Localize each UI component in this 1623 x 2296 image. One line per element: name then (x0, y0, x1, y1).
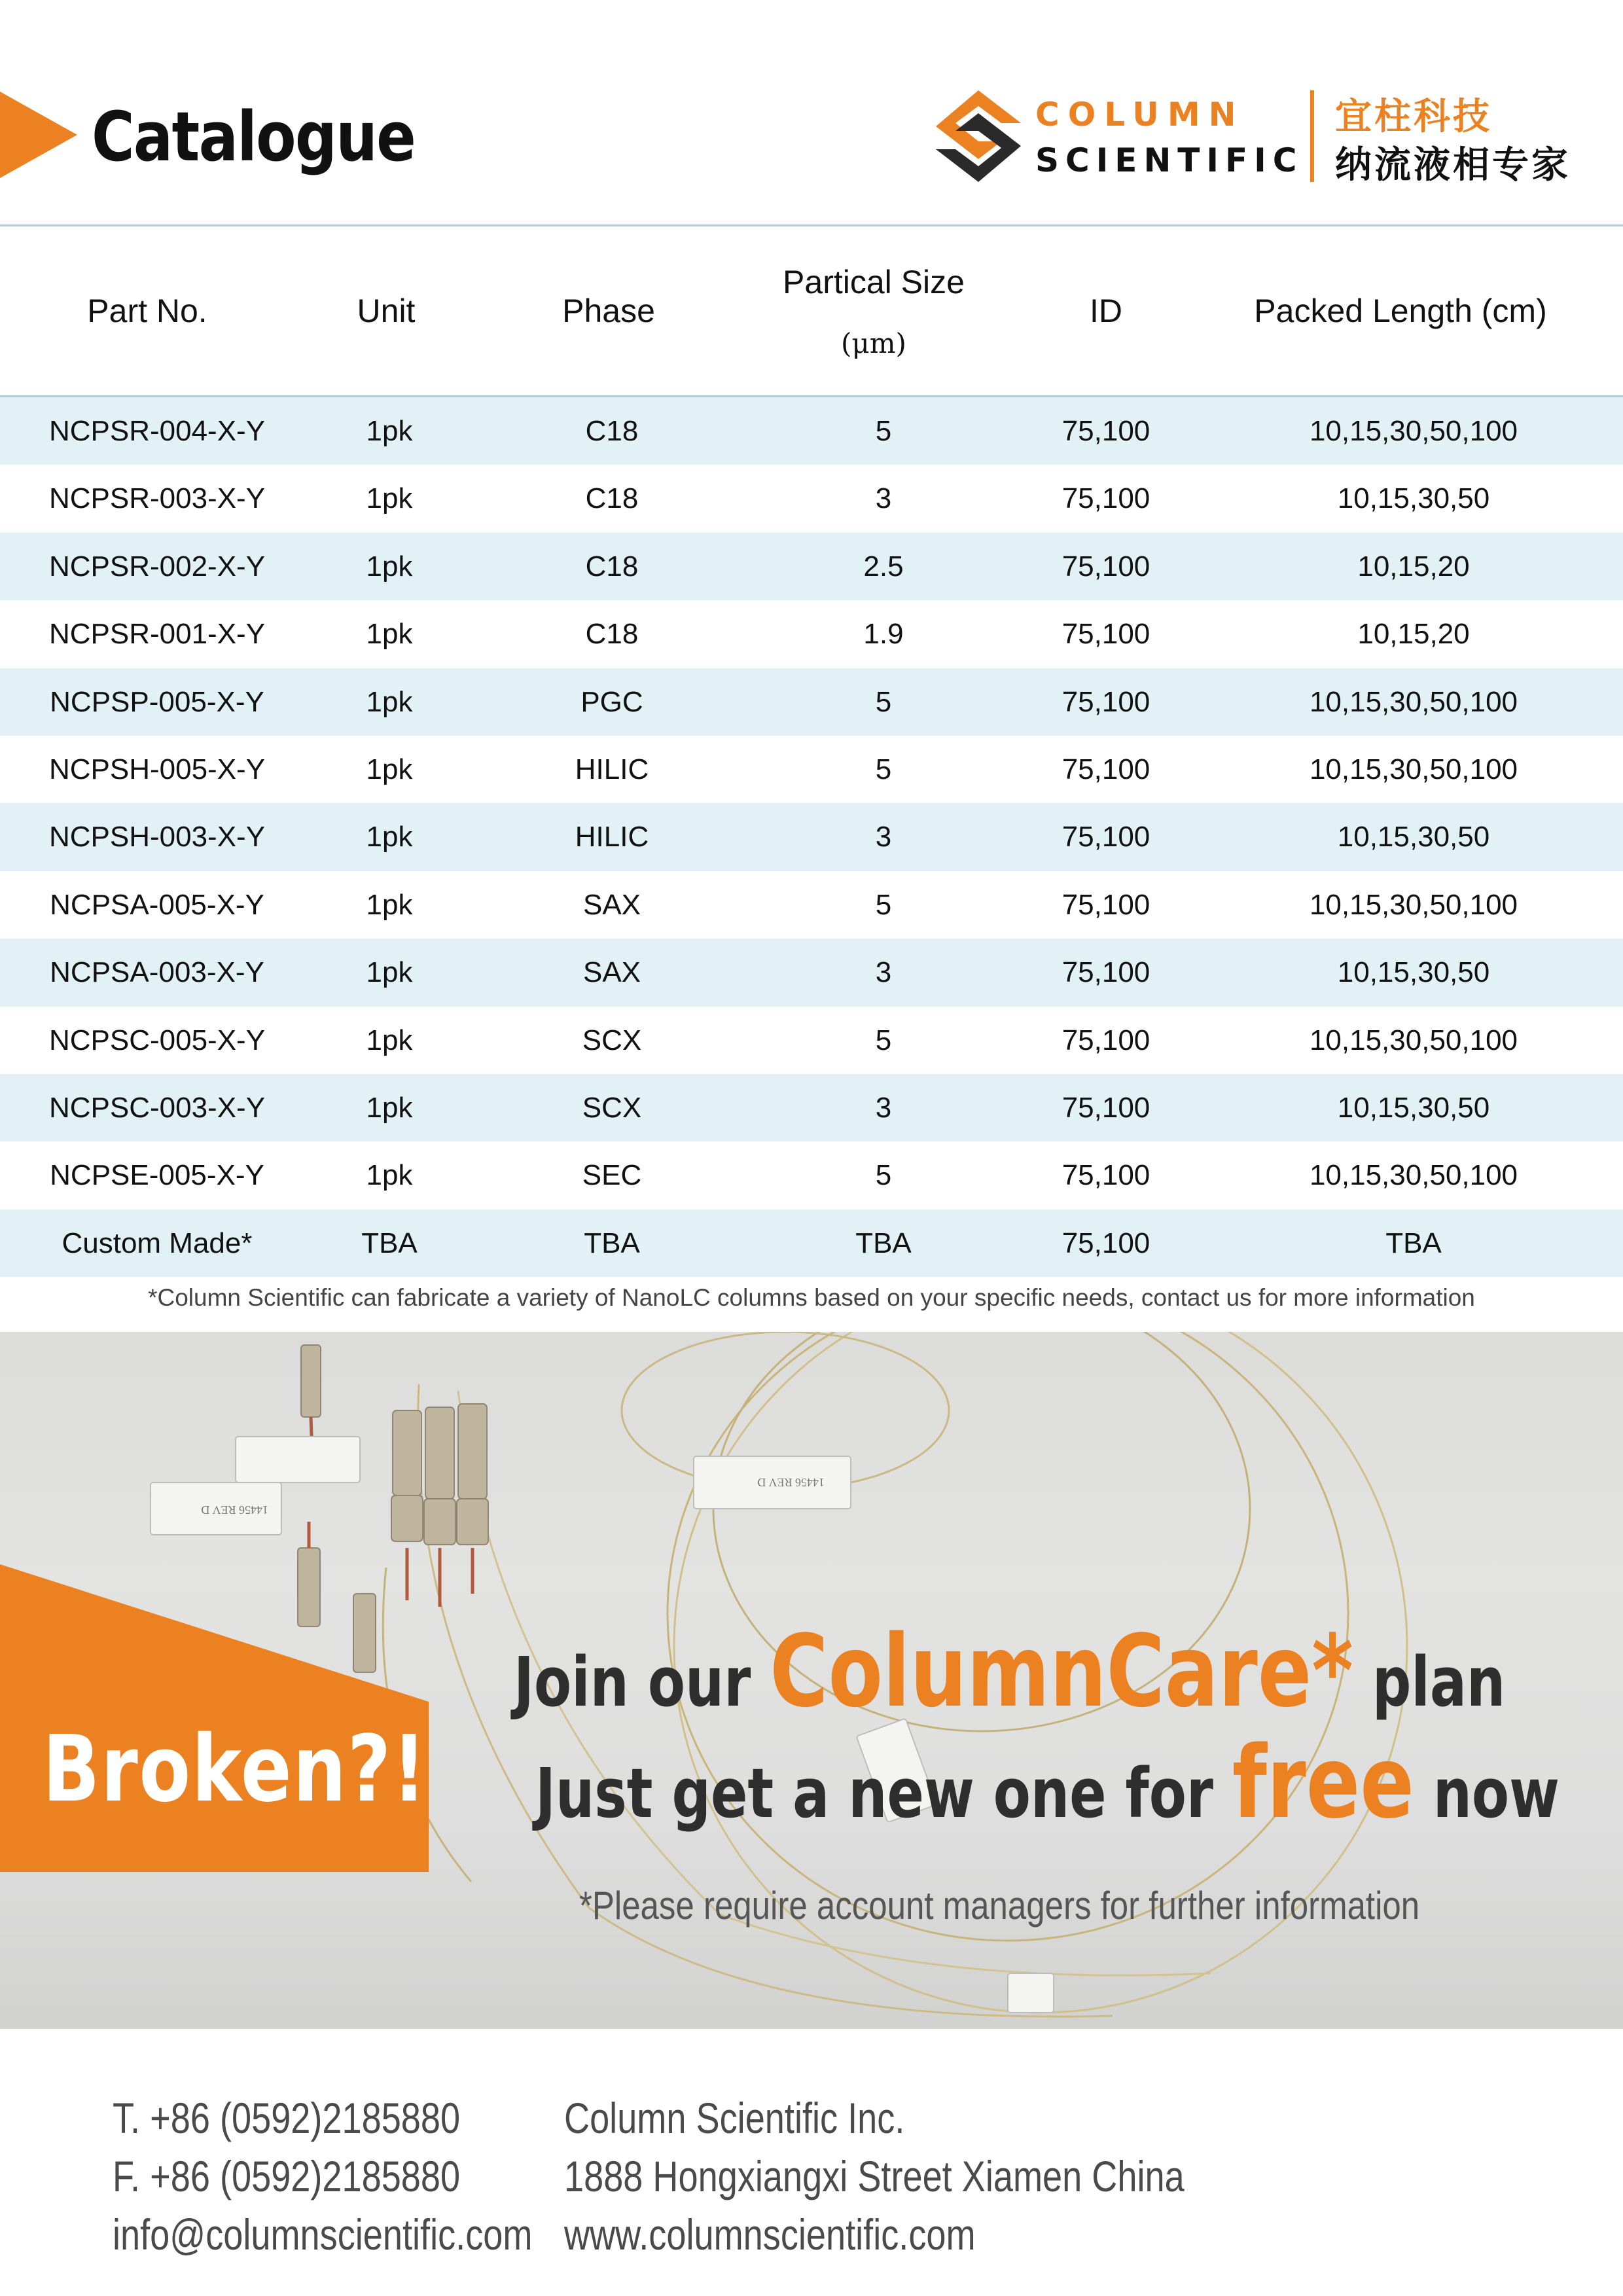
table-row (0, 600, 1623, 668)
cell-id: 75,100 (1061, 415, 1150, 447)
orange-arrow-icon (0, 92, 77, 178)
cell-particle-size: 5 (875, 1024, 892, 1056)
table-row (0, 465, 1623, 532)
table-row (0, 1007, 1623, 1074)
cell-particle-size: 5 (875, 415, 892, 447)
cell-unit: 1pk (366, 821, 413, 853)
column-header-packed-length: Packed Length (cm) (1254, 293, 1547, 329)
logo-divider (1310, 90, 1314, 182)
cell-part-no: NCPSH-003-X-Y (48, 821, 266, 853)
logo-name-line1: COLUMN (1035, 96, 1245, 134)
table-row (0, 871, 1623, 939)
page-header (0, 0, 1623, 226)
cell-id: 75,100 (1061, 1024, 1150, 1056)
cell-packed-length: 10,15,30,50 (1337, 956, 1490, 989)
table-row (0, 1141, 1623, 1209)
logo-chinese-line1: 宜柱科技 (1335, 96, 1492, 137)
page-title: Catalogue (92, 97, 416, 177)
table-footnote: *Column Scientific can fabricate a variety of NanoLC columns based on your specific needs, contact us for more information (148, 1284, 1475, 1311)
contact-footer (0, 2029, 1623, 2296)
cell-packed-length: 10,15,30,50,100 (1309, 1159, 1518, 1192)
columncare-banner (0, 1332, 1623, 2029)
company-address: 1888 Hongxiangxi Street Xiamen China (564, 2152, 1185, 2200)
cell-part-no: NCPSC-003-X-Y (48, 1091, 266, 1124)
table-header-row (0, 226, 1623, 397)
cell-unit: 1pk (366, 482, 413, 515)
column-header-particle-size (753, 226, 995, 395)
cell-id: 75,100 (1061, 888, 1150, 921)
cell-id: 75,100 (1061, 685, 1150, 718)
column-header-part-no: Part No. (87, 293, 207, 329)
cell-part-no: NCPSA-003-X-Y (50, 956, 264, 989)
particle-size-unit: (μm) (841, 327, 906, 359)
promo-line2-pre: Just get a new one for (535, 1753, 1232, 1833)
cell-particle-size: 3 (875, 1091, 892, 1124)
columncare-plan-name: ColumnCare* (770, 1613, 1353, 1729)
cell-particle-size: 1.9 (863, 618, 904, 651)
cell-particle-size: TBA (855, 1227, 912, 1259)
cell-part-no: NCPSR-003-X-Y (48, 482, 266, 515)
promo-line1-post: plan (1353, 1642, 1506, 1722)
broken-headline: Broken?! (43, 1716, 427, 1823)
cell-part-no: NCPSR-004-X-Y (48, 415, 266, 447)
promo-line-1 (514, 1613, 1505, 1729)
logo-name-line2: SCIENTIFIC (1035, 141, 1304, 179)
cell-particle-size: 2.5 (863, 550, 904, 583)
table-row (0, 668, 1623, 736)
column-header-id: ID (1090, 293, 1122, 329)
promo-line-2 (535, 1725, 1560, 1840)
website-link[interactable]: www.columnscientific.com (564, 2210, 976, 2259)
cell-phase: C18 (585, 618, 639, 651)
fax-number: F. +86 (0592)2185880 (113, 2152, 461, 2200)
cell-packed-length: 10,15,30,50 (1337, 821, 1490, 853)
table-row (0, 736, 1623, 803)
cell-part-no: NCPSP-005-X-Y (50, 685, 264, 718)
cell-packed-length: 10,15,30,50 (1337, 482, 1490, 515)
cell-part-no: NCPSR-002-X-Y (48, 550, 266, 583)
company-name: Column Scientific Inc. (564, 2094, 905, 2142)
cell-packed-length: 10,15,30,50,100 (1309, 753, 1518, 785)
cell-part-no: NCPSC-005-X-Y (48, 1024, 266, 1056)
cell-id: 75,100 (1061, 618, 1150, 651)
cell-phase: SEC (582, 1159, 642, 1192)
cell-packed-length: 10,15,30,50 (1337, 1091, 1490, 1124)
table-row (0, 939, 1623, 1006)
cell-particle-size: 5 (875, 685, 892, 718)
table-row (0, 533, 1623, 600)
cell-packed-length: 10,15,20 (1357, 618, 1470, 651)
cell-packed-length: 10,15,30,50,100 (1309, 888, 1518, 921)
cell-unit: 1pk (366, 685, 413, 718)
cell-phase: SAX (582, 888, 641, 921)
column-header-phase: Phase (562, 293, 655, 329)
cell-unit: 1pk (366, 1159, 413, 1192)
email-link[interactable]: info@columnscientific.com (113, 2210, 533, 2259)
cell-unit: 1pk (366, 1024, 413, 1056)
cell-packed-length: 10,15,30,50,100 (1309, 415, 1518, 447)
cell-phase: SCX (582, 1024, 642, 1056)
table-row (0, 397, 1623, 465)
cell-unit: 1pk (366, 1091, 413, 1124)
table-row (0, 803, 1623, 870)
cell-phase: TBA (584, 1227, 640, 1259)
column-scientific-logo-icon (936, 90, 1021, 182)
company-logo (936, 84, 1597, 188)
cell-packed-length: 10,15,30,50,100 (1309, 1024, 1518, 1056)
table-row (0, 1074, 1623, 1141)
promo-note: *Please require account managers for further information (579, 1884, 1420, 1928)
cell-phase: C18 (585, 415, 639, 447)
cell-id: 75,100 (1061, 1091, 1150, 1124)
cell-unit: TBA (361, 1227, 418, 1259)
cell-phase: C18 (585, 482, 639, 515)
cell-id: 75,100 (1061, 1159, 1150, 1192)
cell-unit: 1pk (366, 888, 413, 921)
catalogue-table (0, 226, 1623, 1277)
cell-unit: 1pk (366, 415, 413, 447)
cell-id: 75,100 (1061, 1227, 1150, 1259)
cell-unit: 1pk (366, 618, 413, 651)
cell-unit: 1pk (366, 753, 413, 785)
cell-particle-size: 3 (875, 482, 892, 515)
cell-particle-size: 3 (875, 821, 892, 853)
cell-part-no: Custom Made* (62, 1227, 253, 1259)
cell-unit: 1pk (366, 956, 413, 989)
cell-id: 75,100 (1061, 482, 1150, 515)
column-label-text: 14456 REV D (201, 1503, 268, 1516)
column-header-unit: Unit (357, 293, 416, 329)
cell-part-no: NCPSH-005-X-Y (48, 753, 266, 785)
cell-phase: SCX (582, 1091, 642, 1124)
cell-id: 75,100 (1061, 821, 1150, 853)
promo-line1-pre: Join our (514, 1642, 770, 1722)
cell-phase: PGC (580, 685, 643, 718)
cell-packed-length: TBA (1385, 1227, 1442, 1259)
promo-line2-post: now (1414, 1753, 1560, 1833)
column-label-text: 14456 REV D (757, 1476, 825, 1489)
cell-unit: 1pk (366, 550, 413, 583)
cell-phase: SAX (582, 956, 641, 989)
cell-phase: C18 (585, 550, 639, 583)
cell-particle-size: 5 (875, 753, 892, 785)
cell-id: 75,100 (1061, 956, 1150, 989)
cell-packed-length: 10,15,20 (1357, 550, 1470, 583)
cell-id: 75,100 (1061, 550, 1150, 583)
cell-packed-length: 10,15,30,50,100 (1309, 685, 1518, 718)
logo-chinese-line2: 纳流液相专家 (1335, 144, 1571, 185)
cell-phase: HILIC (575, 821, 649, 853)
cell-id: 75,100 (1061, 753, 1150, 785)
promo-free-word: free (1232, 1725, 1414, 1840)
particle-size-label: Partical Size (783, 263, 965, 300)
cell-particle-size: 5 (875, 1159, 892, 1192)
cell-particle-size: 5 (875, 888, 892, 921)
cell-part-no: NCPSE-005-X-Y (50, 1159, 264, 1192)
broken-callout-shape (0, 1332, 432, 2029)
cell-particle-size: 3 (875, 956, 892, 989)
phone-number[interactable]: T. +86 (0592)2185880 (113, 2094, 461, 2142)
cell-phase: HILIC (575, 753, 649, 785)
cell-part-no: NCPSR-001-X-Y (48, 618, 266, 651)
cell-part-no: NCPSA-005-X-Y (50, 888, 264, 921)
